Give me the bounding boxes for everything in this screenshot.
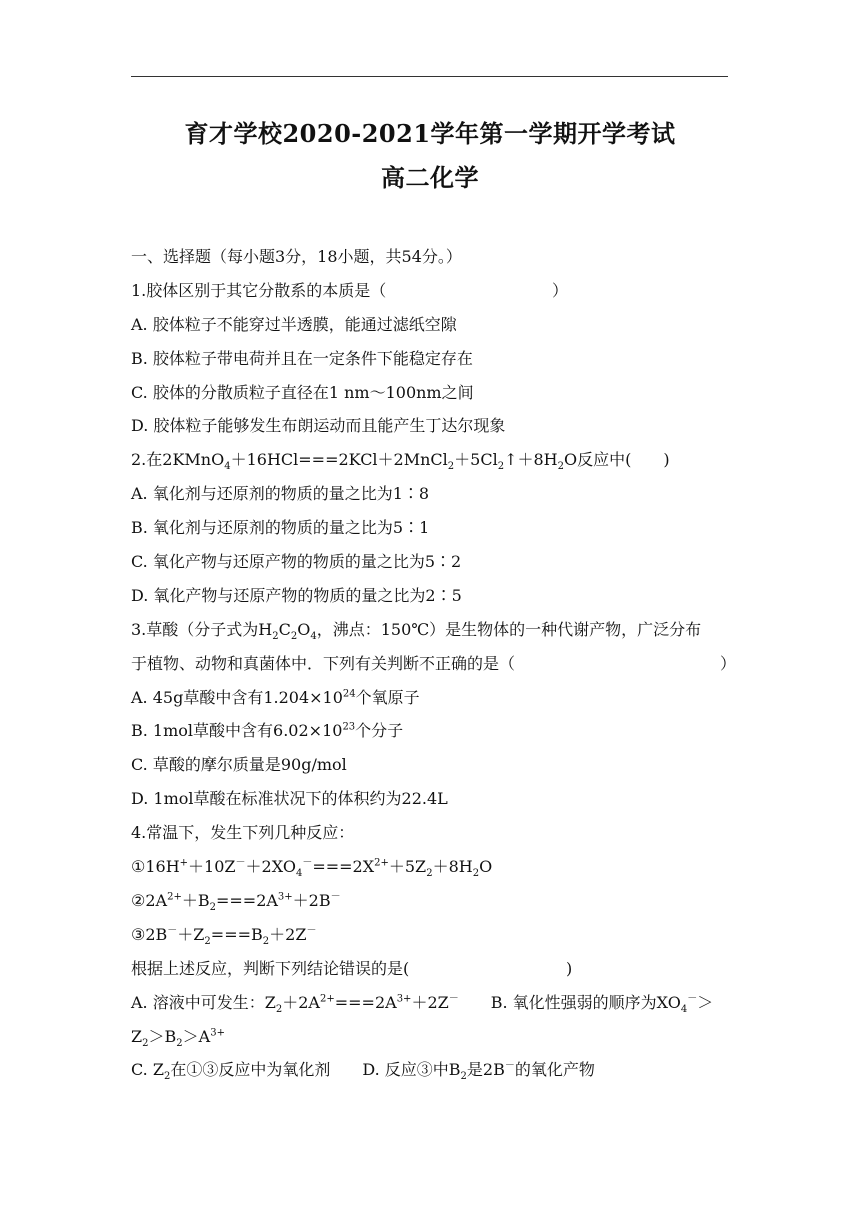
q4-reaction-1: $①16H^++10Z^-+2XO_4^-===2X^{2+}+5Z_2+8H_2O$ — [131, 857, 493, 880]
q3-option-a: A. 45g草酸中含有$1.204\times 10^{24}$个氧原子 — [131, 688, 420, 707]
q4-reaction-3: $③2B^-+Z_2===B_2+2Z^-$ — [131, 925, 317, 948]
q4-options-ab: A. 溶液中可发生：$Z_2+2A^{2+}===2A^{3+}+2Z^-$ B. 氧化性强弱的顺序为$XO_4^->$ — [131, 993, 714, 1016]
q4-reaction-2: $②2A^{2+}+B_2===2A^{3+}+2B^-$ — [131, 891, 341, 914]
section-heading: 一、选择题（每小题3分，18小题，共54分。） — [131, 247, 462, 266]
page-title: 育才学校2020-2021学年第一学期开学考试 — [184, 119, 676, 148]
q1-option-d: D. 胶体粒子能够发生布朗运动而且能产生丁达尔现象 — [131, 416, 506, 435]
q4-answer-paren: ) — [566, 959, 573, 978]
q4-stem: 4.常温下，发生下列几种反应： — [131, 823, 355, 842]
q3-stem-line1: 3.草酸（分子式为$H_2C_2O_4$，沸点：150℃）是生物体的一种代谢产物，广泛分布 — [131, 620, 702, 643]
q2-option-b: B. 氧化剂与还原剂的物质的量之比为5∶1 — [131, 518, 430, 537]
q2-stem: 2.在$2KMnO_4+16HCl===2KCl+2MnCl_2+5Cl_2↑+8H_2O$反应中( ) — [131, 450, 670, 473]
q1-option-c: C. 胶体的分散质粒子直径在1 nm～100nm之间 — [131, 383, 474, 402]
page-subtitle: 高二化学 — [381, 163, 479, 192]
q2-option-d: D. 氧化产物与还原产物的物质的量之比为2∶5 — [131, 586, 462, 605]
q3-option-d: D. 1mol草酸在标准状况下的体积约为22.4L — [131, 789, 448, 808]
q3-stem-line2: 于植物、动物和真菌体中．下列有关判断不正确的是（ — [131, 654, 516, 673]
q2-option-c: C. 氧化产物与还原产物的物质的量之比为5∶2 — [131, 552, 462, 571]
header-rule — [131, 76, 728, 77]
q3-option-c: C. 草酸的摩尔质量是90g/mol — [131, 755, 347, 774]
q1-answer-paren: ） — [552, 281, 569, 300]
q1-option-b: B. 胶体粒子带电荷并且在一定条件下能稳定存在 — [131, 349, 473, 368]
q1-stem: 1.胶体区别于其它分散系的本质是（ — [131, 281, 387, 300]
q4-question: 根据上述反应，判断下列结论错误的是( — [131, 959, 410, 978]
q1-option-a: A. 胶体粒子不能穿过半透膜，能通过滤纸空隙 — [131, 315, 457, 334]
q2-option-a: A. 氧化剂与还原剂的物质的量之比为1∶8 — [131, 484, 430, 503]
q4-option-b-continued: $Z_2>B_2>A^{3+}$ — [131, 1027, 225, 1050]
q3-option-b: B. 1mol草酸中含有$6.02\times 10^{23}$个分子 — [131, 721, 404, 740]
q3-answer-paren: ） — [720, 654, 737, 673]
q4-options-cd: C. $Z_2$在①③反应中为氧化剂 D. 反应③中$B_2$是2B－的氧化产物 — [131, 1060, 595, 1083]
